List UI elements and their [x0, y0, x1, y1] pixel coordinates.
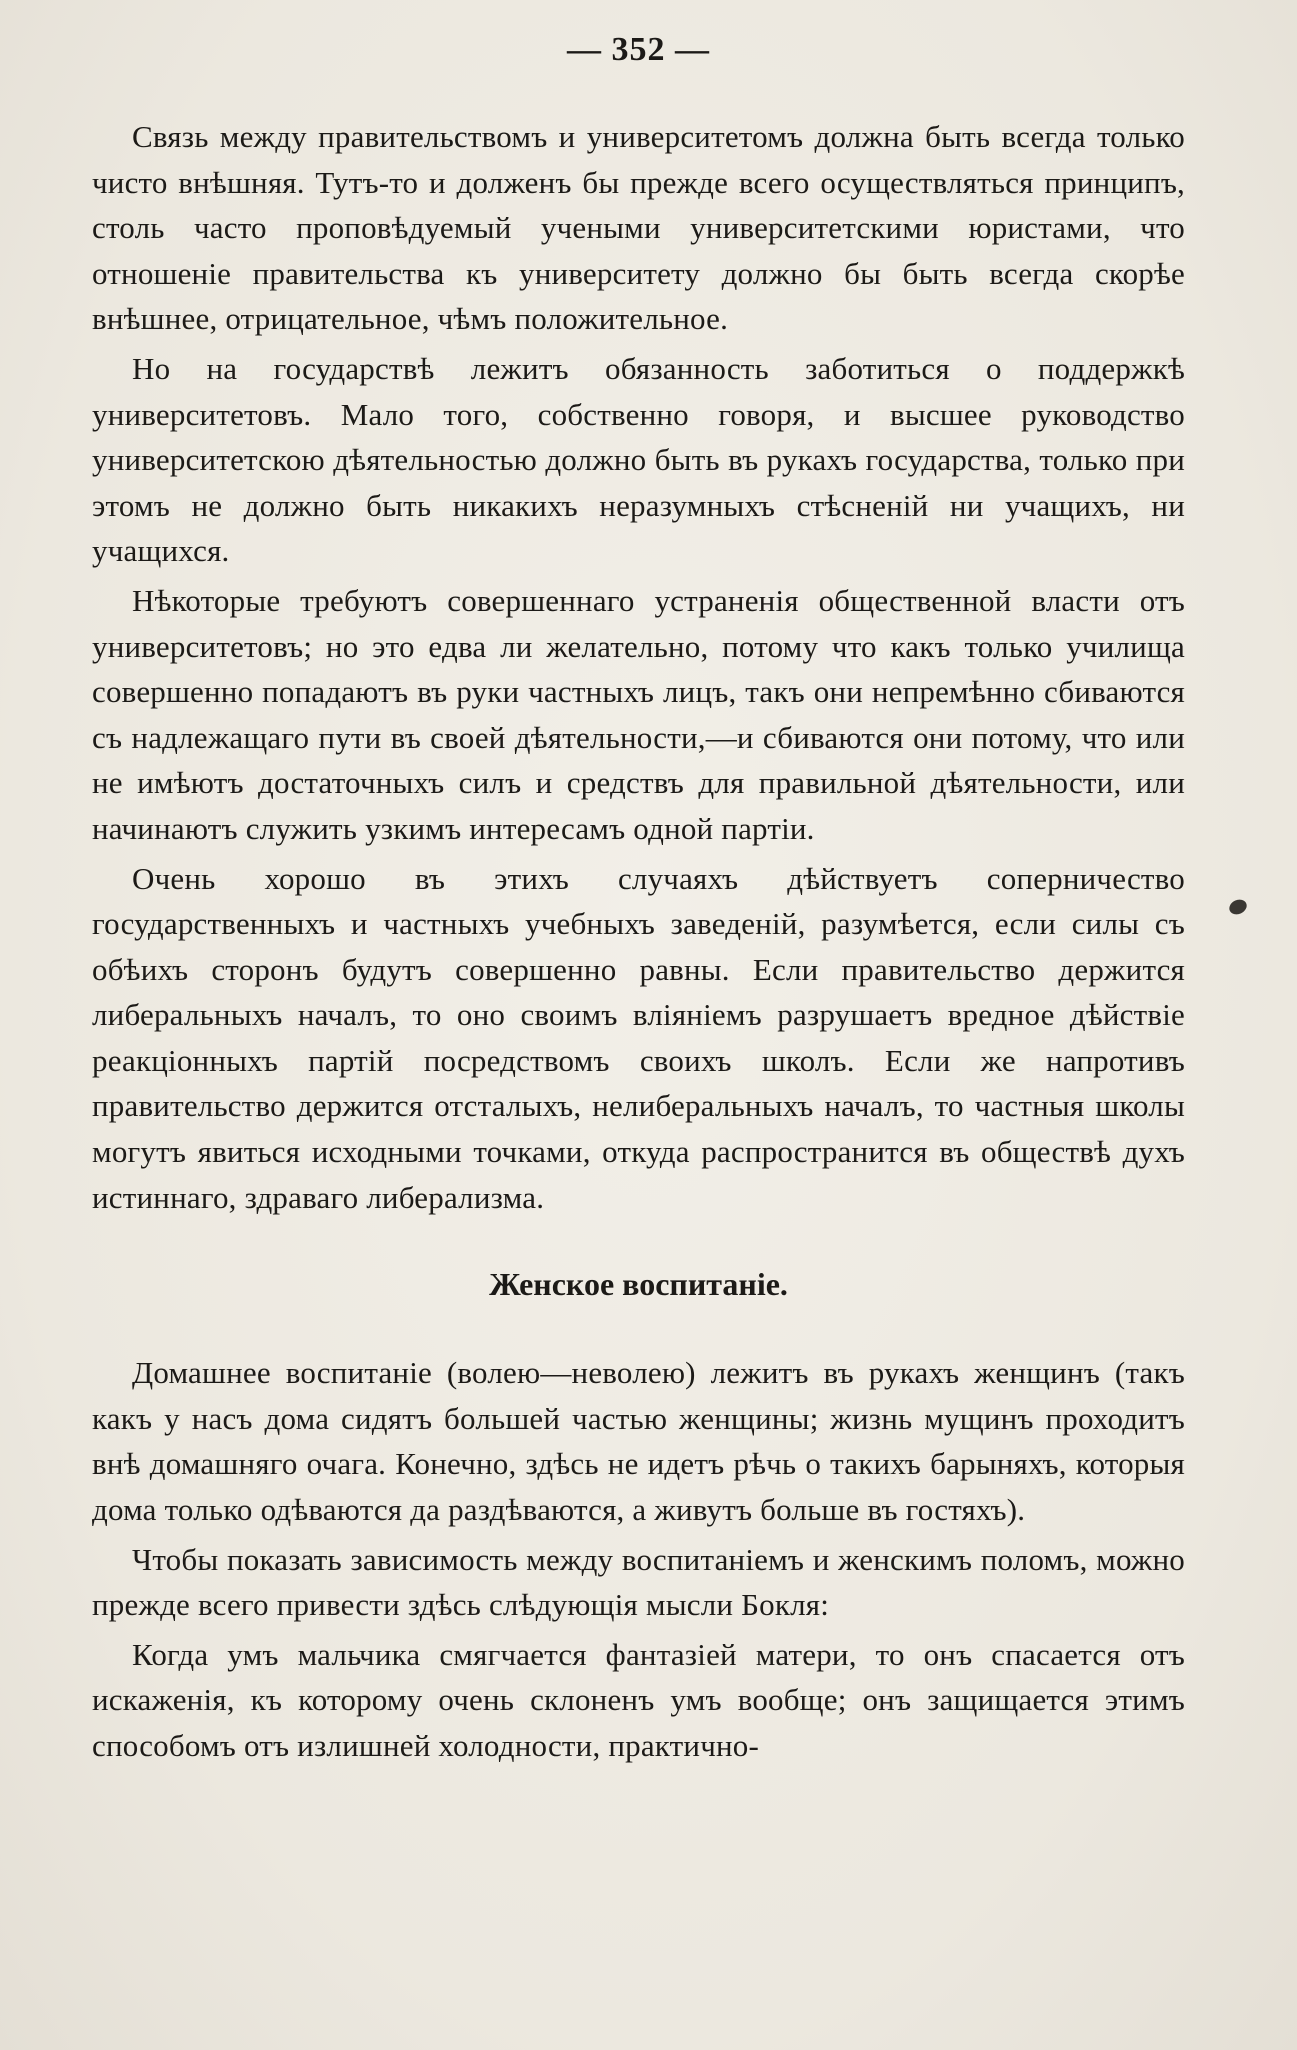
- paragraph: Очень хорошо въ этихъ случаяхъ дѣйствуетъ соперничество государственныхъ и частныхъ учебныхъ заведеній, разумѣется, если силы съ обѣихъ сторонъ будутъ совершенно равны. Если правительство держится либеральныхъ началъ, то оно своимъ вліяніемъ разрушаетъ вредное дѣйствіе реакціонныхъ партій посредствомъ своихъ школъ. Если же напротивъ правительство держится отсталыхъ, нелиберальныхъ началъ, то частныя школы могутъ явиться исходными точками, откуда распространится въ обществѣ духъ истиннаго, здраваго либерализма.: [92, 860, 1185, 1215]
- page-number: — 352 —: [567, 31, 710, 68]
- paragraph: Но на государствѣ лежитъ обязанность заботиться о поддержкѣ университетовъ. Мало того, собственно говоря, и высшее руководство университетскою дѣятельностью должно быть въ рукахъ государства, только при этомъ не должно быть никакихъ неразумныхъ стѣсненій ни учащихъ, ни учащихся.: [92, 350, 1185, 569]
- paragraph: Домашнее воспитаніе (волею—неволею) лежитъ въ рукахъ женщинъ (такъ какъ у насъ дома сидятъ большей частью женщины; жизнь мущинъ проходитъ внѣ домашняго очага. Конечно, здѣсь не идетъ рѣчь о такихъ барыняхъ, которыя дома только одѣваются да раздѣваются, а живутъ больше въ гостяхъ).: [92, 1355, 1185, 1528]
- paragraph: Связь между правительствомъ и университетомъ должна быть всегда только чисто внѣшняя. Тутъ-то и долженъ бы прежде всего осуществляться принципъ, столь часто проповѣдуемый учеными университетскими юристами, что отношеніе правительства къ университету должно бы быть всегда скорѣе внѣшнее, отрицательное, чѣмъ положительное.: [92, 119, 1185, 337]
- paragraph: Нѣкоторые требуютъ совершеннаго устраненія общественной власти отъ университетовъ; но это едва ли желательно, потому что какъ только училища совершенно попадаютъ въ руки частныхъ лицъ, такъ они непремѣнно сбиваются съ надлежащаго пути въ своей дѣятельности,—и сбиваются они потому, что или не имѣютъ достаточныхъ силъ и средствъ для правильной дѣятельности, или начинаютъ служить узкимъ интересамъ одной партіи.: [92, 582, 1185, 846]
- paragraph: Когда умъ мальчика смягчается фантазіей матери, то онъ спасается отъ искаженія, къ которому очень склоненъ умъ вообще; онъ защищается этимъ способомъ отъ излишней холодности, практично-: [92, 1636, 1185, 1763]
- ink-spot: [1227, 897, 1249, 917]
- section-heading: Женское воспитаніе.: [489, 1266, 788, 1303]
- paragraph: Чтобы показать зависимость между воспитаніемъ и женскимъ поломъ, можно прежде всего привести здѣсь слѣдующія мысли Бокля:: [92, 1541, 1185, 1623]
